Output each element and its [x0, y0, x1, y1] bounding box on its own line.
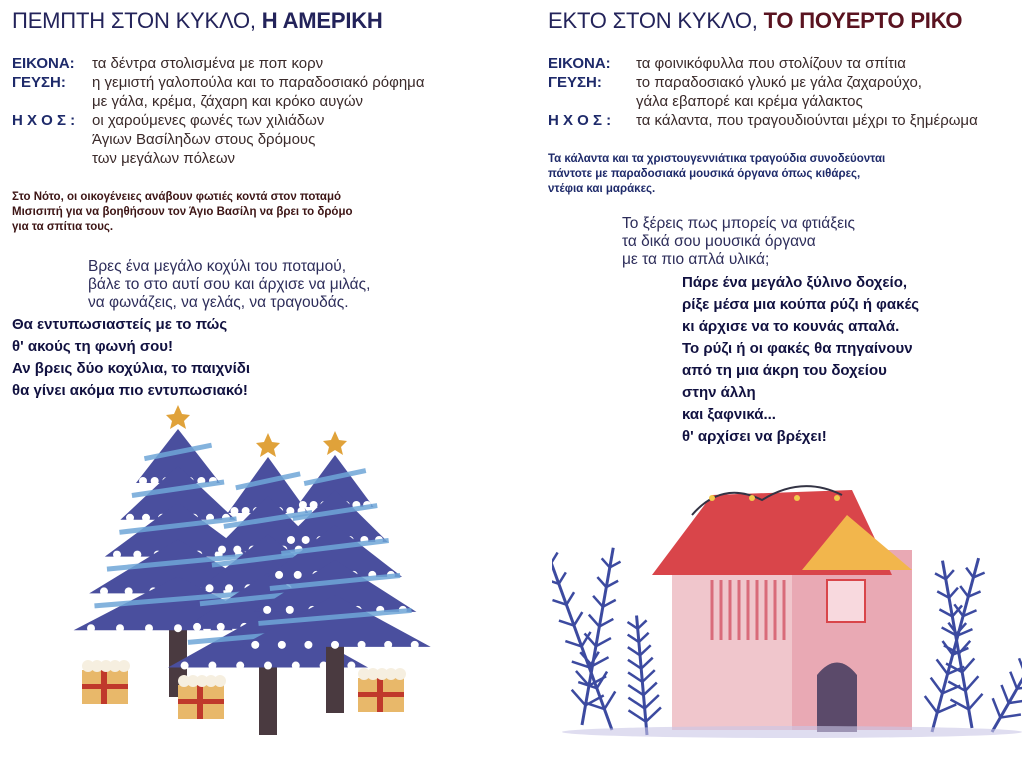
left-shell-instructions [88, 258, 370, 312]
note-line: πάντοτε με παραδοσιακά μουσικά όργανα όπως κιθάρες, [548, 168, 861, 180]
sense-label: ΕΙΚΟΝΑ: [12, 55, 75, 72]
sense-row [12, 130, 425, 149]
right-title-plain: ΕΚΤΟ ΣΤΟΝ ΚΥΚΛΟ, [548, 8, 758, 33]
right-page [512, 0, 1024, 760]
right-note-paragraph [548, 152, 885, 197]
text-line: να φωνάζεις, να γελάς, να τραγουδάς. [88, 294, 349, 311]
sense-row [548, 54, 978, 73]
right-title-country: ΤΟ ΠΟΥΕΡΤΟ ΡΙΚΟ [763, 8, 963, 33]
text-line: τα δικά σου μουσικά όργανα [622, 233, 816, 250]
left-note-paragraph [12, 190, 353, 235]
sense-row [12, 54, 425, 73]
bold-line: Πάρε ένα μεγάλο ξύλινο δοχείο, [682, 274, 908, 291]
sense-row [548, 111, 978, 130]
bold-line: Το ρύζι ή οι φακές θα πηγαίνουν [682, 340, 913, 357]
sense-row [548, 92, 978, 111]
sense-label [12, 149, 92, 168]
sense-text: των μεγάλων πόλεων [92, 150, 236, 167]
sense-row [12, 111, 425, 130]
sense-label: Η Χ Ο Σ : [548, 112, 612, 129]
right-instrument-question [622, 215, 855, 269]
palm-leaf [935, 561, 982, 728]
right-senses-list [548, 54, 978, 130]
sense-label [12, 130, 92, 149]
note-line: Τα κάλαντα και τα χριστουγεννιάτικα τραγούδια συνοδεύονται [548, 153, 886, 165]
sense-label: ΓΕΥΣΗ: [12, 74, 66, 91]
gift-box [358, 668, 406, 712]
bold-line: θ' ακούς τη φωνή σου! [12, 338, 174, 355]
right-rainstick-instructions [682, 272, 919, 448]
left-shell-result [12, 314, 250, 402]
palm-leaf [628, 615, 661, 735]
sense-row [12, 73, 425, 92]
left-title-plain: ΠΕΜΠΤΗ ΣΤΟΝ ΚΥΚΛΟ, [12, 8, 256, 33]
sense-text: γάλα εβαπορέ και κρέμα γάλακτος [636, 93, 863, 110]
sense-label: ΓΕΥΣΗ: [548, 74, 602, 91]
sense-text: το παραδοσιακό γλυκό με γάλα ζαχαρούχο, [636, 74, 922, 91]
text-line: Βρες ένα μεγάλο κοχύλι του ποταμού, [88, 258, 347, 275]
sense-text: τα κάλαντα, που τραγουδιούνται μέχρι το ξημέρωμα [636, 112, 978, 129]
sense-text: τα φοινικόφυλλα που στολίζουν τα σπίτια [636, 55, 906, 72]
sense-text: η γεμιστή γαλοπούλα και το παραδοσιακό ρόφημα [92, 74, 425, 91]
sense-row [12, 149, 425, 168]
sense-text: με γάλα, κρέμα, ζάχαρη και κρόκο αυγών [92, 93, 364, 110]
text-line: Το ξέρεις πως μπορείς να φτιάξεις [622, 215, 855, 232]
gift-box [82, 660, 130, 704]
house-with-palms-illustration [552, 470, 1022, 740]
sense-label [12, 92, 92, 111]
bold-line: θα γίνει ακόμα πιο εντυπωσιακό! [12, 382, 248, 399]
palm-leaf [992, 602, 1022, 732]
sense-text: Άγιων Βασίληδων στους δρόμους [92, 131, 316, 148]
left-title-country: Η ΑΜΕΡΙΚΗ [261, 8, 383, 33]
sense-row [12, 92, 425, 111]
bold-line: από τη μια άκρη του δοχείου [682, 362, 887, 379]
sense-label: ΕΙΚΟΝΑ: [548, 55, 611, 72]
left-page-title [12, 8, 383, 34]
bold-line: και ξαφνικά... [682, 406, 776, 423]
bold-line: στην άλλη [682, 384, 756, 401]
bold-line: Αν βρεις δύο κοχύλια, το παιχνίδι [12, 360, 251, 377]
sense-row [548, 73, 978, 92]
text-line: με τα πιο απλά υλικά; [622, 251, 770, 268]
note-line: Στο Νότο, οι οικογένειες ανάβουν φωτιές κοντά στον ποταμό [12, 191, 342, 203]
bold-line: κι άρχισε να το κουνάς απαλά. [682, 318, 900, 335]
text-line: βάλε το στο αυτί σου και άρχισε να μιλάς, [88, 276, 371, 293]
christmas-trees-illustration [60, 395, 440, 735]
note-line: για τα σπίτια τους. [12, 221, 114, 233]
house [652, 486, 912, 732]
sense-label: Η Χ Ο Σ : [12, 112, 76, 129]
bold-line: Θα εντυπωσιαστείς με το πώς [12, 316, 228, 333]
bold-line: θ' αρχίσει να βρέχει! [682, 428, 827, 445]
right-page-title [548, 8, 962, 34]
sense-label [548, 92, 636, 111]
left-senses-list [12, 54, 425, 168]
sense-text: οι χαρούμενες φωνές των χιλιάδων [92, 112, 325, 129]
bold-line: ρίξε μέσα μια κούπα ρύζι ή φακές [682, 296, 920, 313]
note-line: ντέφια και μαράκες. [548, 183, 656, 195]
gift-box [178, 675, 226, 719]
note-line: Μισισιπή για να βοηθήσουν τον Άγιο Βασίλη να βρει το δρόμο [12, 206, 353, 218]
sense-text: τα δέντρα στολισμένα με ποπ κορν [92, 55, 324, 72]
palm-leaf [925, 558, 985, 732]
